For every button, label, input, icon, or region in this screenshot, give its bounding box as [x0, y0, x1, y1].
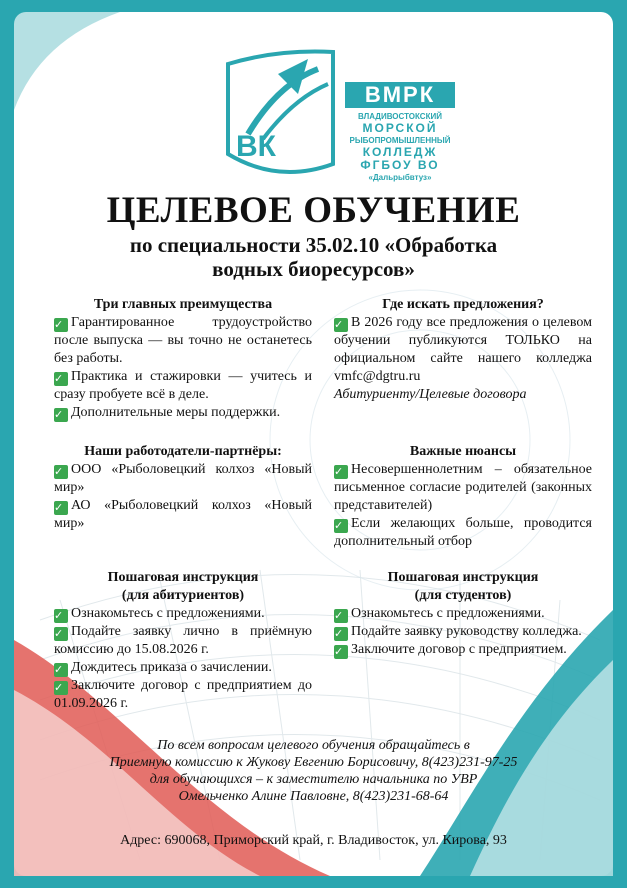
checkmark-icon: ✓ [334, 627, 348, 641]
list-item: ✓ Подайте заявку руководству колледжа. [334, 624, 582, 640]
checkmark-icon: ✓ [54, 408, 68, 422]
checkmark-icon: ✓ [334, 609, 348, 623]
section-title: Наши работодатели-партнёры: [84, 444, 282, 459]
college-name-block [345, 82, 455, 183]
college-name-line: ФГБОУ ВО [360, 158, 440, 172]
checkmark-icon: ✓ [54, 372, 68, 386]
college-name-line: КОЛЛЕДЖ [362, 145, 438, 159]
checkmark-icon: ✓ [54, 627, 68, 641]
section-title: Важные нюансы [409, 444, 517, 459]
checkmark-icon: ✓ [334, 465, 348, 479]
footer-line: Омельченко Алине Павловне, 8(423)231-68-64 [178, 789, 449, 804]
list-item: ✓ Заключите договор с предприятием. [334, 642, 567, 658]
section-title: Пошаговая инструкция [387, 570, 539, 585]
applicants-steps-section [54, 569, 312, 713]
section-subtitle: (для студентов) [414, 588, 512, 603]
nuances-section [334, 443, 592, 551]
footer-line: По всем вопросам целевого обучения обращайтесь в [157, 738, 470, 753]
list-item: ✓ Практика и стажировки — учитесь и сразу пробуете всё в деле. [54, 369, 312, 402]
list-item: ✓ Несовершеннолетним – обязательное письменное согласие родителей (законных представителей) [334, 462, 592, 513]
page-title: ЦЕЛЕВОЕ ОБУЧЕНИЕ [106, 190, 521, 231]
list-item: ✓ Гарантированное трудоустройство после выпуска — вы точно не останетесь без работы. [54, 315, 312, 366]
emblem-letters: ВК [236, 130, 276, 163]
list-item: ✓ Подайте заявку лично в приёмную комиссию до 15.08.2026 г. [54, 624, 312, 657]
advantages-section [54, 296, 312, 422]
list-item: ✓ Дополнительные меры поддержки. [54, 405, 281, 421]
subtitle-line: водных биоресурсов» [212, 257, 415, 281]
address-line: Адрес: 690068, Приморский край, г. Владивосток, ул. Кирова, 93 [120, 833, 507, 848]
college-abbreviation: ВМРК [345, 82, 455, 108]
students-steps-section [334, 569, 592, 659]
list-item: ✓ Дождитесь приказа о зачислении. [54, 660, 272, 676]
checkmark-icon: ✓ [54, 501, 68, 515]
checkmark-icon: ✓ [54, 681, 68, 695]
list-item: ✓ Заключите договор с предприятием до 01.09.2026 г. [54, 678, 312, 711]
college-name-line: ВЛАДИВОСТОКСКИЙ [358, 112, 442, 121]
section-title: Три главных преимущества [93, 297, 273, 312]
list-item: ✓ В 2026 году все предложения о целевом обучении публикуются ТОЛЬКО на официальном сайте нашего колледжа vmfc@dgtru.ru [334, 315, 592, 384]
list-item: ✓ Ознакомьтесь с предложениями. [54, 606, 265, 622]
list-item: ✓ АО «Рыболовецкий колхоз «Новый мир» [54, 498, 312, 531]
checkmark-icon: ✓ [54, 609, 68, 623]
footer-line: для обучающихся – к заместителю начальника по УВР [149, 772, 478, 787]
contacts-footer [60, 737, 567, 805]
section-title: Где искать предложения? [382, 297, 544, 312]
checkmark-icon: ✓ [334, 318, 348, 332]
section-subtitle: (для абитуриентов) [121, 588, 245, 603]
list-item: ✓ Ознакомьтесь с предложениями. [334, 606, 545, 622]
list-item: ✓ Если желающих больше, проводится дополнительный отбор [334, 516, 592, 549]
footer-line: Приемную комиссию к Жукову Евгению Борисовичу, 8(423)231-97-25 [109, 755, 518, 770]
college-name-line: РЫБОПРОМЫШЛЕННЫЙ [349, 136, 451, 145]
college-name-line: МОРСКОЙ [362, 121, 438, 135]
section-title: Пошаговая инструкция [107, 570, 259, 585]
site-path: Абитуриенту/Целевые договора [334, 387, 527, 402]
where-section [334, 296, 592, 404]
checkmark-icon: ✓ [334, 645, 348, 659]
page-subtitle [60, 233, 567, 281]
partners-section [54, 443, 312, 533]
checkmark-icon: ✓ [54, 663, 68, 677]
checkmark-icon: ✓ [334, 519, 348, 533]
subtitle-line: по специальности 35.02.10 «Обработка [129, 233, 498, 257]
checkmark-icon: ✓ [54, 465, 68, 479]
checkmark-icon: ✓ [54, 318, 68, 332]
list-item: ✓ ООО «Рыболовецкий колхоз «Новый мир» [54, 462, 312, 495]
college-name-line: «Дальрыбвтуз» [368, 173, 432, 182]
